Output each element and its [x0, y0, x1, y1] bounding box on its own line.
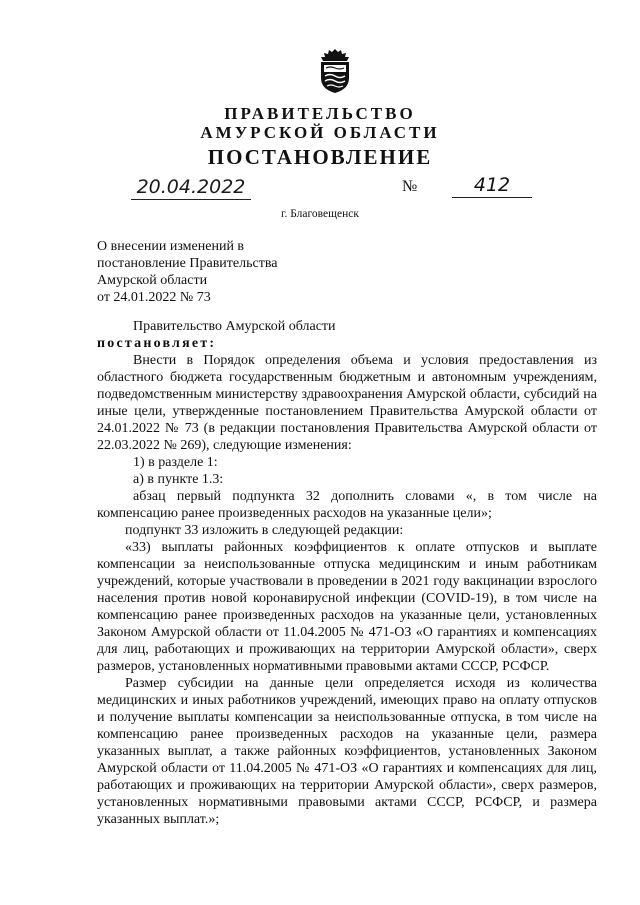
number-sign: №: [402, 178, 418, 195]
handwritten-number: 412: [452, 174, 532, 198]
document-subject: [97, 238, 277, 306]
handwritten-date: 20.04.2022: [131, 176, 251, 200]
body-paragraph: абзац первый подпункта 32 дополнить словами «, в том числе на компенсацию ранее произведенных расходов на указанные цели»;: [97, 489, 597, 521]
document-body: [97, 318, 597, 828]
subject-line: от 24.01.2022 № 73: [97, 290, 211, 305]
subject-line: Амурской области: [97, 273, 208, 288]
body-paragraph: 1) в разделе 1:: [133, 455, 218, 470]
body-paragraph: «33) выплаты районных коэффициентов к оплате отпусков и выплате компенсации за неиспользованные отпуска медицинским и иным работникам учреждений, которые участвовали в проведении в 2021 году вакцинации взрослого населения против новой коронавирусной инфекции (COVID-19), в том числе на компенсацию ранее произведенных расходов на указанные цели, установленных Законом Амурской области от 11.04.2005 № 471-ОЗ «О гарантиях и компенсациях для лиц, работающих и проживающих на территории Амурской области», сверх размеров, установленных нормативными правовыми актами СССР, РСФСР.: [97, 540, 597, 674]
city-name: г. Благовещенск: [281, 208, 359, 220]
body-paragraph: Внести в Порядок определения объема и условия предоставления из областного бюджета государственным бюджетным и автономным учреждениям, подведомственным министерству здравоохранения Амурской области, субсидий на иные цели, утвержденные постановлением Правительства Амурской области от 24.01.2022 № 73 (в редакции постановления Правительства Амурской области от 22.03.2022 № 269), следующие изменения:: [97, 353, 597, 453]
document-type: ПОСТАНОВЛЕНИЕ: [207, 145, 433, 169]
government-title-line2: АМУРСКОЙ ОБЛАСТИ: [200, 123, 440, 142]
body-paragraph: подпункт 33 изложить в следующей редакции:: [125, 523, 404, 538]
decree-word: постановляет:: [97, 336, 217, 351]
body-paragraph: а) в пункте 1.3:: [133, 472, 224, 487]
amur-coat-of-arms-icon: [317, 48, 353, 94]
subject-line: постановление Правительства: [97, 256, 278, 271]
intro-line: Правительство Амурской области: [133, 319, 336, 334]
body-paragraph: Размер субсидии на данные цели определяется исходя из количества медицинских и иных работников учреждений, имеющих право на оплату отпусков и получение выплаты компенсации за неиспользованные отпуска, в том числе на компенсацию ранее произведенных расходов на указанные цели, размера указанных выплат, а также районных коэффициентов, установленных Законом Амурской области от 11.04.2005 № 471-ОЗ «О гарантиях и компенсациях для лиц, работающих и проживающих на территории Амурской области», сверх размеров, установленных нормативными правовыми актами СССР, РСФСР, и размера указанных выплат.»;: [97, 676, 597, 827]
subject-line: О внесении изменений в: [97, 239, 245, 254]
government-title-line1: ПРАВИТЕЛЬСТВО: [224, 104, 416, 123]
